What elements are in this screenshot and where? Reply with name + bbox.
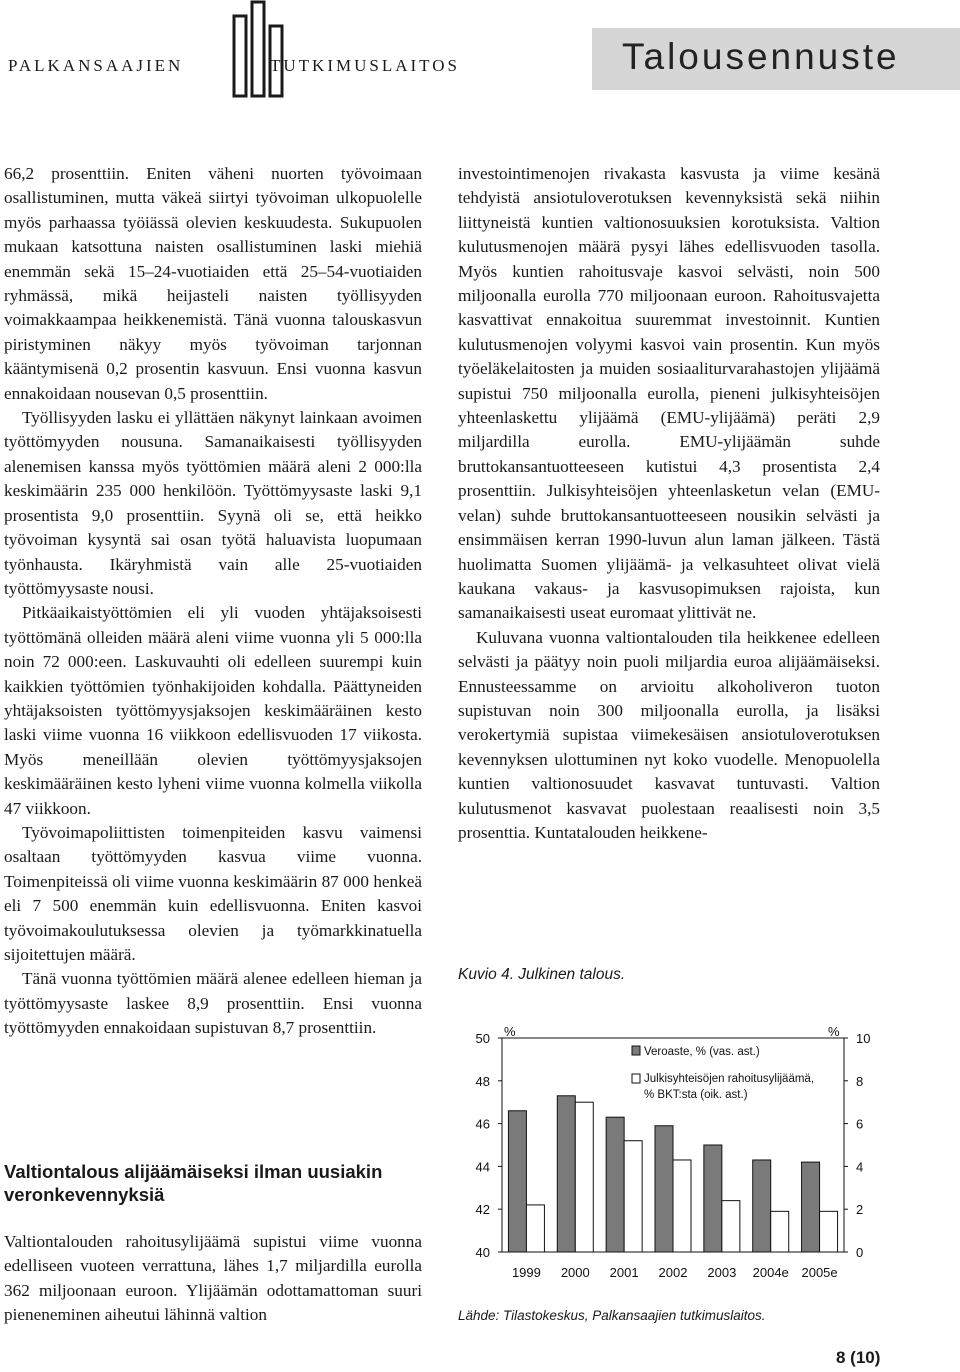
bar-rahoitusylijaama [722,1201,740,1252]
legend-label-rahoitusylijaama: Julkisyhteisöjen rahoitusylijäämä, [644,1073,815,1085]
figure-caption: Kuvio 4. Julkinen talous. [458,966,626,983]
bar-veroaste [802,1162,820,1252]
left-axis-tick-label: 42 [475,1202,490,1218]
right-axis-tick-label: 2 [856,1202,864,1218]
right-column [458,162,880,845]
paragraph: 66,2 prosenttiin. Eniten väheni nuorten työvoimaan osallistuminen, mutta väkeä siirtyi työvoiman ulkopuolelle myös parhaassa työiässä olevien keskuudesta. Sukupuolen mukaan katsottuna naisten osallistuminen laski miehiä enemmän sekä 15–24-vuotiaiden että 25–54-vuotiaiden ryhmässä, mikä heijasteli naisten työllisyyden voimakkaampaa heikkenemistä. Tänä vuonna talouskasvun piristyminen näkyy myös työvoiman tarjonnan kääntymisenä 0,2 prosentin kasvuun. Ensi vuonna kasvun ennakoidaan nousevan 0,5 prosenttiin. [4,164,422,403]
bar-veroaste [508,1111,526,1252]
right-axis-tick-label: 8 [856,1073,864,1089]
paragraph: Pitkäaikaistyöttömien eli yli vuoden yhtäjaksoisesti työttömänä olleiden määrä aleni viime vuonna yli 5 000:lla noin 72 000:een. Laskuvauhti oli edelleen suurempi kuin kaikkien työttömien työnhakijoiden kohdalla. Päättyneiden yhtäjaksoisten työttömyysjaksojen keskimääräinen kesto laski viime vuonna 16 viikkoon edellisvuoden 17 viikosta. Myös meneillään olevien työttömyysjaksojen keskimääräinen kesto lyheni viime vuonna kolmella viikolla 47 viikkoon. [4,603,422,818]
bar-veroaste [655,1126,673,1252]
left-axis-tick-label: 48 [475,1073,490,1089]
paragraph: Työllisyyden lasku ei yllättäen näkynyt lainkaan avoimen työttömyyden nousuna. Samanaikaisesti työllisyyden alenemisen kanssa myös työttömien määrä aleni 2 000:lla keskimäärin 235 000 henkilöön. Työttömyysaste laski 9,1 prosentista 9,0 prosenttiin. Syynä oli se, että heikko työvoiman kysyntä sai osan työtä haluavista luopumaan työnhausta. Ikäryhmistä vain alle 25-vuotiaiden työttömyysaste nousi. [4,408,422,598]
x-axis-tick-label: 2003 [707,1265,737,1280]
legend-label-veroaste: Veroaste, % (vas. ast.) [644,1046,760,1058]
left-axis-tick-label: 44 [475,1159,490,1175]
public-finance-chart [458,1012,878,1302]
x-axis-tick-label: 2000 [560,1265,590,1280]
bar-rahoitusylijaama [820,1211,838,1252]
paragraph: Kuluvana vuonna valtiontalouden tila heikkenee edelleen selvästi ja päätyy noin puoli miljardia euroa alijäämäiseksi. Ennusteessamme on arvioitu alkoholiveron tuoton supistuvan noin 300 miljoonalla eurolla, ja lisäksi verokertymiä supistaa viimekesäisen ansiotuloverotuksen kevennyksen ulottuminen nyt koko vuodelle. Menopuolella kuntien valtionosuudet kasvavat tuntuvasti. Valtion kulutusmenot kasvavat puolestaan reaalisesti noin 3,5 prosenttia. Kuntatalouden heikkene- [458,627,880,842]
paragraph: investointimenojen rivakasta kasvusta ja viime kesänä tehdyistä ansiotuloverotuksen kevennyksistä sekä niihin liittyneistä kuntien valtionosuuksien korotuksista. Valtion kulutusmenojen määrä pysyi lähes edellisvuoden tasolla. Myös kuntien rahoitusvaje kasvoi selvästi, noin 500 miljoonalla eurolla 770 miljoonaan euroon. Rahoitusvajetta kasvattivat ennakoitua suuremmat investoinnit. Kuntien kulutusmenojen volyymi kasvoi vain prosentin. Kun myös työeläkelaitosten ja muiden sosiaaliturvarahastojen ylijäämä supistui 750 miljoonalla eurolla, pieneni julkisyhteisöjen yhteenlaskettu ylijäämä (EMU-ylijäämä) peräti 2,9 miljardilla eurolla. EMU-ylijäämän suhde bruttokansantuotteeseen kutistui 4,3 prosentista 2,4 prosenttiin. Julkisyhteisöjen yhteenlasketun velan (EMU-velan) suhde bruttokansantuotteeseen nousikin selvästi ja ensimmäisen kerran 1990-luvun alun laman jälkeen. Tästä huolimatta Suomen ylijäämä- ja velkasuhteet olivat vielä kaukana vakaus- ja kasvusopimuksen rajoista, kun samanaikaisesti useat euromaat ylittivät ne. [458,164,880,623]
x-axis-tick-label: 2004e [752,1265,789,1280]
x-axis-tick-label: 2005e [801,1265,838,1280]
page-number: 8 (10) [836,1348,881,1367]
bar-veroaste [753,1160,771,1252]
paragraph: Työvoimapoliittisten toimenpiteiden kasvu vaimensi osaltaan työttömyyden kasvua viime vuonna. Toimenpiteissä oli viime vuonna keskimäärin 87 000 henkeä eli 7 500 enemmän kuin edellisvuonna. Eniten kasvoi työvoimakoulutuksessa olevien ja työmarkkinatuella sijoitettujen määrä. [4,822,422,964]
bar-rahoitusylijaama [771,1211,789,1252]
legend-swatch-rahoitusylijaama [632,1074,640,1083]
institute-logo [231,0,291,100]
x-axis-tick-label: 2002 [658,1265,688,1280]
legend-label-rahoitusylijaama-line2: % BKT:sta (oik. ast.) [644,1089,748,1101]
x-axis-tick-label: 2001 [609,1265,639,1280]
bar-rahoitusylijaama [575,1102,593,1252]
right-axis-tick-label: 10 [856,1031,871,1046]
right-axis-unit: % [828,1024,840,1039]
figure-source: Lähde: Tilastokeskus, Palkansaajien tutkimuslaitos. [458,1308,766,1323]
paragraph: Tänä vuonna työttömien määrä alenee edelleen hieman ja työttömyysaste laskee 8,9 prosenttiin. Ensi vuonna työttömyyden ennakoidaan supistuvan 8,7 prosenttiin. [4,969,422,1038]
institute-name-part2: TUTKIMUSLAITOS [270,56,460,75]
left-axis-tick-label: 46 [475,1116,490,1132]
institute-name-part1: PALKANSAAJIEN [8,56,184,75]
bar-veroaste [557,1096,575,1252]
page-header [0,0,960,108]
left-axis-tick-label: 40 [475,1245,490,1260]
paragraph: Valtiontalouden rahoitusylijäämä supistui viime vuonna edelliseen vuoteen verrattuna, lähes 1,7 miljardilla eurolla 362 miljoonaan euroon. Ylijäämän odottamattoman suuri pieneneminen aiheutui lähinnä valtion [4,1232,422,1325]
bar-rahoitusylijaama [624,1141,642,1252]
section-heading: Valtiontalous alijäämäiseksi ilman uusiakin veronkevennyksiä [4,1161,383,1205]
right-axis-tick-label: 4 [856,1159,864,1175]
left-column [4,162,422,1041]
bottom-left-text [4,1230,422,1328]
x-axis-tick-label: 1999 [511,1265,541,1280]
left-axis-unit: % [504,1024,516,1039]
bar-rahoitusylijaama [673,1160,691,1252]
right-axis-tick-label: 0 [856,1245,864,1260]
bar-veroaste [704,1145,722,1252]
legend-swatch-veroaste [632,1046,640,1055]
publication-title: Talousennuste [622,36,900,77]
bar-rahoitusylijaama [526,1205,544,1252]
left-axis-tick-label: 50 [475,1031,490,1046]
right-axis-tick-label: 6 [856,1116,864,1132]
bar-veroaste [606,1117,624,1252]
